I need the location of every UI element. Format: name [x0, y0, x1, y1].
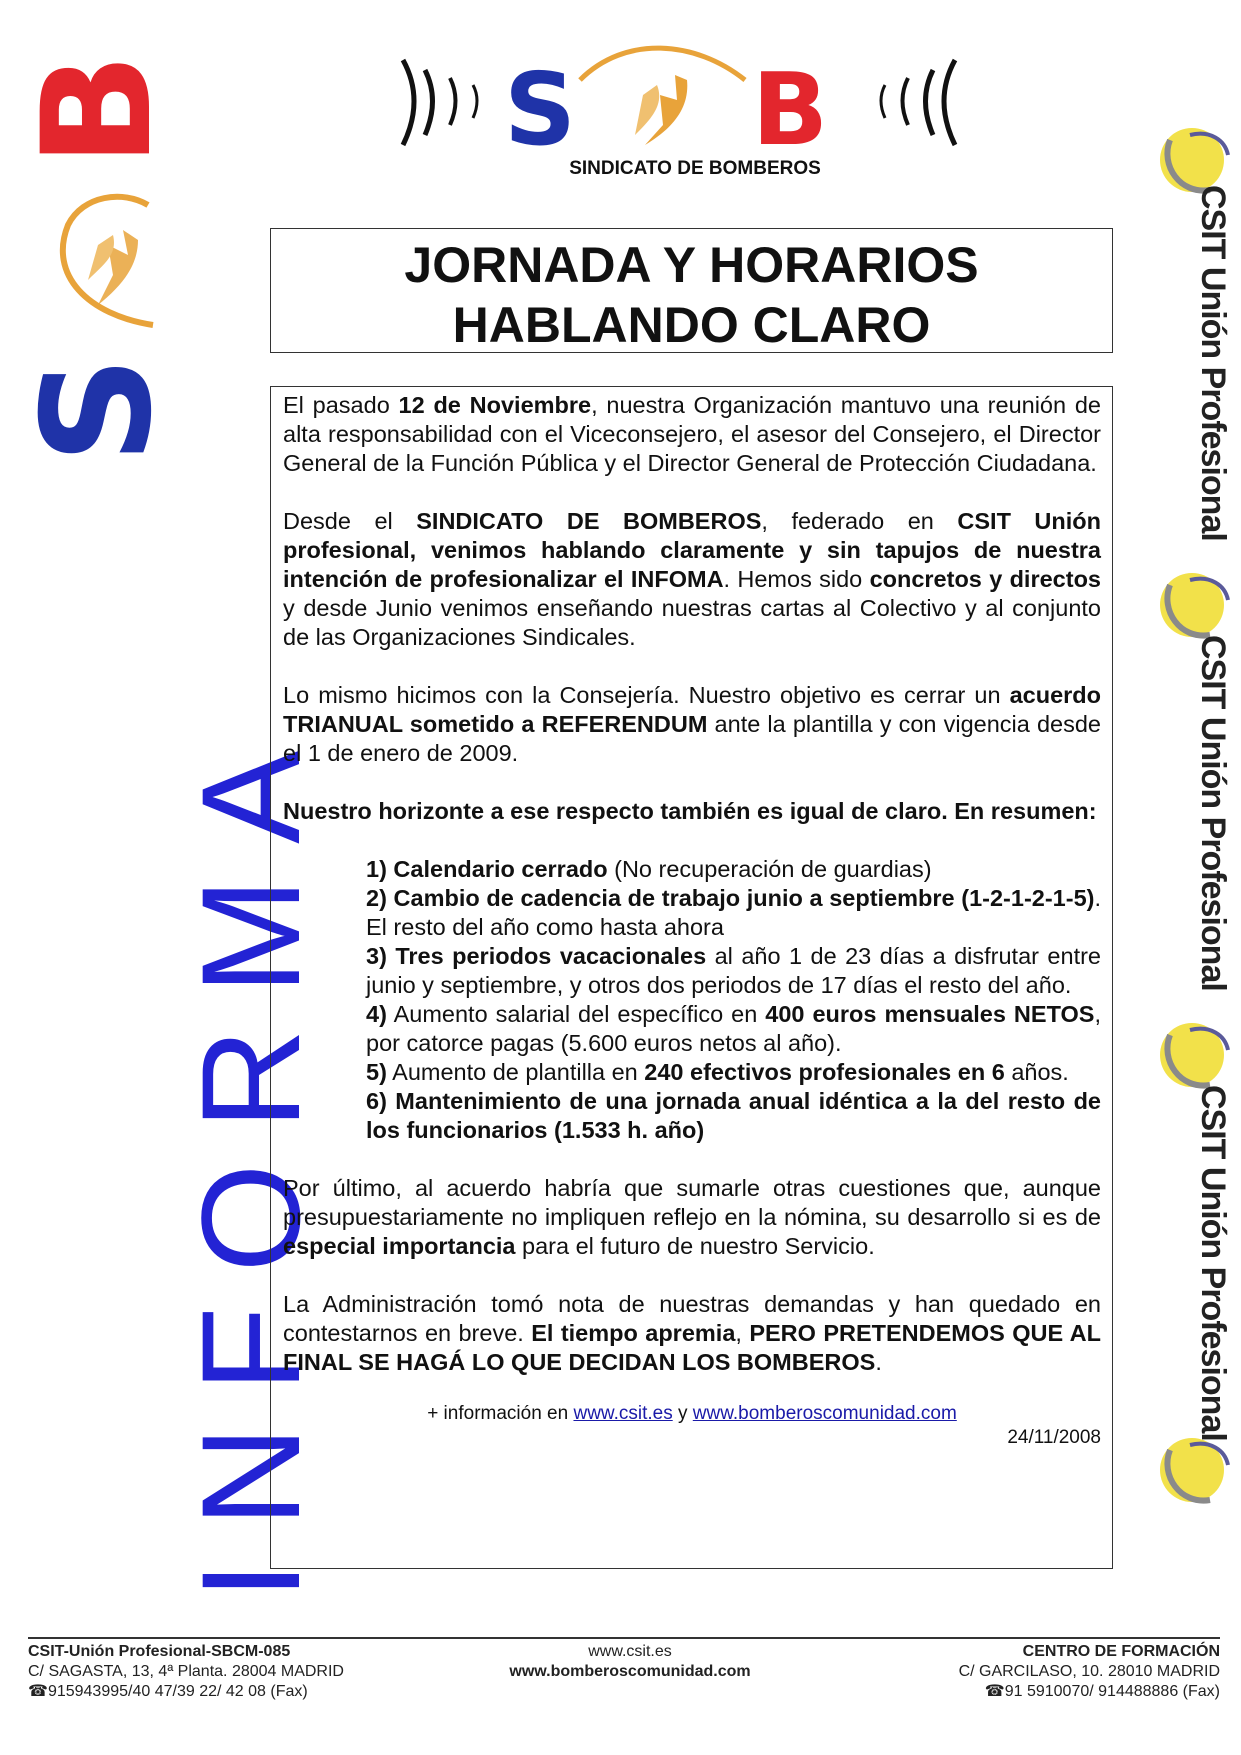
- more-info-line: [283, 1402, 1101, 1426]
- bold-text: SINDICATO DE BOMBEROS: [416, 508, 762, 534]
- footer-divider: [28, 1637, 1220, 1639]
- csit-logo-icon: [1150, 1420, 1230, 1515]
- footer-center-phone: [820, 1682, 1220, 1702]
- csit-link[interactable]: www.csit.es: [573, 1403, 673, 1424]
- paragraph-6: [283, 1290, 1101, 1377]
- text: y: [672, 1403, 693, 1424]
- text: , federado en: [761, 508, 958, 534]
- page-title-line-1: JORNADA Y HORARIOS: [404, 237, 979, 293]
- banner-logo-b: B: [11, 52, 185, 168]
- list-item: [366, 1087, 1101, 1145]
- bold-text: 400 euros mensuales NETOS: [765, 1001, 1095, 1027]
- logo-subtitle: SINDICATO DE BOMBEROS: [569, 158, 821, 179]
- body-box: [270, 386, 1113, 1569]
- bold-text: 1) Calendario cerrado: [366, 856, 608, 882]
- bold-text: especial importancia: [283, 1233, 516, 1259]
- phone-icon: ☎: [984, 1683, 1005, 1700]
- paragraph-3: [283, 681, 1101, 768]
- paragraph-2: [283, 507, 1101, 652]
- footer-left: [28, 1642, 428, 1702]
- footer-center-address: C/ GARCILASO, 10. 28010 MADRID: [958, 1663, 1220, 1680]
- paragraph-4: [283, 797, 1101, 826]
- text: 91 5910070/ 914488886 (Fax): [1004, 1683, 1220, 1700]
- text: .: [875, 1349, 882, 1375]
- wave-left-4: [473, 85, 477, 118]
- text: , por catorce pagas (5.600 euros netos al año).: [366, 1001, 1101, 1056]
- wave-left-2: [403, 60, 414, 145]
- text: años.: [1004, 1059, 1069, 1085]
- paragraph-1: [283, 391, 1101, 478]
- text: Desde el: [283, 508, 417, 534]
- phone-icon: ☎: [28, 1683, 48, 1700]
- text: . El resto del año como hasta ahora: [366, 885, 1101, 940]
- bold-text: El tiempo apremia: [531, 1320, 736, 1346]
- sindicato-logo: [395, 40, 995, 180]
- text: Aumento salarial del específico en: [386, 1001, 766, 1027]
- logo-letter-s: S: [503, 51, 577, 168]
- bold-text: Nuestro horizonte a ese respecto también es igual de claro. En resumen:: [283, 798, 1097, 824]
- logo-letter-b: B: [751, 51, 829, 168]
- bold-text: concretos y directos: [869, 566, 1101, 592]
- bold-text: acuerdo TRIANUAL sometido a REFERENDUM: [283, 682, 1101, 737]
- bold-text: 240 efectivos profesionales en 6: [644, 1059, 1005, 1085]
- text: , nuestra Organización mantuvo una reunión de alta responsabilidad con el Viceconsejero, el asesor del Consejero, el Director General de la Función Pública y el Director General de Protección Ciudadana.: [283, 392, 1101, 476]
- list-item: [366, 884, 1101, 942]
- bold-text: 3) Tres periodos vacacionales: [366, 943, 707, 969]
- bomberos-link[interactable]: www.bomberoscomunidad.com: [692, 1403, 957, 1424]
- bold-text: 5): [366, 1059, 387, 1085]
- footer-address: C/ SAGASTA, 13, 4ª Planta. 28004 MADRID: [28, 1663, 344, 1680]
- footer-web-2[interactable]: www.bomberoscomunidad.com: [509, 1663, 751, 1680]
- csit-side-text-3: CSIT Unión Profesional: [1194, 1085, 1232, 1441]
- list-item: [366, 1000, 1101, 1058]
- text: La Administración tomó nota de nuestras demandas y han quedado en contestarnos en breve.: [283, 1291, 1101, 1346]
- bold-text: 6) Mantenimiento de una jornada anual idéntica a la del resto de los funcionarios (1.533 h. año): [366, 1088, 1101, 1143]
- text: ,: [735, 1320, 750, 1346]
- csit-side-text-1: CSIT Unión Profesional: [1194, 185, 1232, 541]
- list-item: [366, 855, 1101, 884]
- wave-right-1: [881, 85, 885, 118]
- wave-right-4: [944, 60, 955, 145]
- text: Lo mismo hicimos con la Consejería. Nuestro objetivo es cerrar un: [283, 682, 1010, 708]
- bold-text: 2) Cambio de cadencia de trabajo junio a septiembre (1-2-1-2-1-5): [366, 885, 1095, 911]
- text: + información en: [427, 1403, 574, 1424]
- text: Aumento de plantilla en: [386, 1059, 645, 1085]
- banner-logo-s: S: [11, 355, 185, 465]
- bold-text: CSIT Unión profesional, venimos hablando claramente y sin tapujos de nuestra intención de profesionalizar el INFOMA: [283, 508, 1101, 592]
- demands-list: [283, 855, 1101, 1145]
- text: para el futuro de nuestro Servicio.: [515, 1233, 875, 1259]
- wave-right-2: [903, 78, 909, 125]
- text: Por último, al acuerdo habría que sumarle otras cuestiones que, aunque presupuestariamente no impliquen reflejo en la nómina, su desarrollo si es de: [283, 1175, 1101, 1230]
- left-banner: [0, 0, 329, 1600]
- document-date: 24/11/2008: [1007, 1427, 1101, 1448]
- footer-center: [430, 1642, 830, 1682]
- text: al año 1 de 23 días a disfrutar entre junio y septiembre, y otros dos periodos de 17 días el resto del año.: [366, 943, 1101, 998]
- informa-vertical-title: INFORMA: [172, 716, 329, 1600]
- paragraph-5: [283, 1174, 1101, 1261]
- footer-phone: [28, 1682, 428, 1702]
- footer-right: [820, 1642, 1220, 1702]
- firefighter-flame-icon: [28, 185, 178, 340]
- csit-side-text-2: CSIT Unión Profesional: [1194, 635, 1232, 991]
- footer-center-name: CENTRO DE FORMACIÓN: [1022, 1643, 1220, 1660]
- footer-web-1[interactable]: www.csit.es: [588, 1643, 672, 1660]
- list-item: [366, 942, 1101, 1000]
- list-item: [366, 1058, 1101, 1087]
- logo-graphic: [395, 40, 995, 168]
- title-box: [270, 228, 1113, 353]
- wave-right-3: [926, 70, 934, 135]
- text: ante la plantilla y con vigencia desde el 1 de enero de 2009.: [283, 711, 1101, 766]
- bold-text: PERO PRETENDEMOS QUE AL FINAL SE HAGÁ LO QUE DECIDAN LOS BOMBEROS: [283, 1320, 1102, 1375]
- footer-org-name: CSIT-Unión Profesional-SBCM-085: [28, 1643, 291, 1660]
- bold-text: 12 de Noviembre: [398, 392, 592, 418]
- bold-text: 4): [366, 1001, 387, 1027]
- page-title-line-2: HABLANDO CLARO: [452, 297, 931, 353]
- text: y desde Junio venimos enseñando nuestras cartas al Colectivo y al conjunto de las Organizaciones Sindicales.: [283, 595, 1101, 650]
- text: (No recuperación de guardias): [607, 856, 932, 882]
- wave-left-1: [425, 70, 433, 135]
- text: . Hemos sido: [723, 566, 870, 592]
- text: 915943995/40 47/39 22/ 42 08 (Fax): [47, 1683, 308, 1700]
- csit-side-strip: [1150, 80, 1240, 1520]
- wave-left-3: [450, 78, 456, 125]
- text: El pasado: [283, 392, 399, 418]
